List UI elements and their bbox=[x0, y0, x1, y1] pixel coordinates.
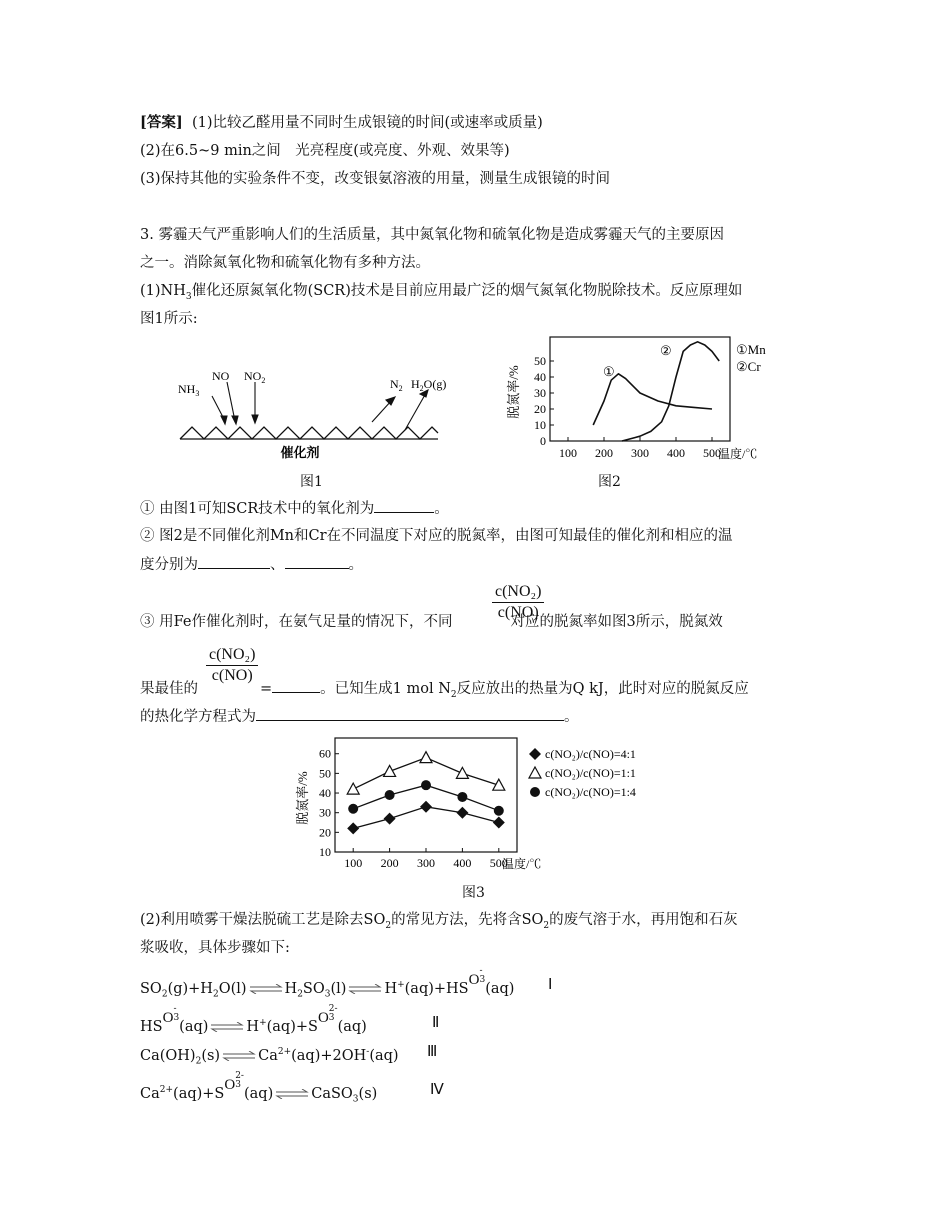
equation-3: $Ca(OH)_2(s)$ $Ca^{2+}(aq)+2OH^-(aq)$ bbox=[140, 1047, 399, 1067]
fig3-xtick-label: 500 bbox=[489, 856, 508, 870]
fig3-point-diamond bbox=[420, 801, 432, 813]
equilibrium-arrow bbox=[249, 984, 283, 994]
fig3-ytick-label: 50 bbox=[319, 766, 331, 781]
fig3-point-circle bbox=[457, 792, 467, 802]
sub-q3-line-1: ③ 用Fe作催化剂时，在氨气足量的情况下，不同 对应的脱氮率如图3所示，脱氮效 bbox=[140, 614, 723, 630]
fig2-ytick-label: 50 bbox=[534, 354, 546, 368]
answer-blank-equation[interactable] bbox=[256, 706, 564, 721]
fig3-xtick-label: 200 bbox=[380, 856, 399, 870]
figure-2-chart bbox=[500, 330, 800, 465]
fig2-ytick-label: 10 bbox=[534, 418, 546, 432]
h2o-label: $H_2O(g)$ bbox=[411, 377, 447, 393]
equation-2: HSO - 3 (aq) H+(aq)+SO 2- 3 (aq) bbox=[140, 1004, 367, 1035]
fig2-mark-1: ① bbox=[603, 364, 615, 379]
fig3-xtick-label: 100 bbox=[344, 856, 363, 870]
fig3-ytick-label: 30 bbox=[319, 805, 331, 820]
fig2-xtick-label: 100 bbox=[559, 446, 577, 460]
no-label: NO bbox=[212, 369, 230, 383]
figure-1-caption: 图1 bbox=[300, 474, 323, 490]
no-arrow bbox=[227, 382, 235, 421]
fig3-xtick-label: 300 bbox=[417, 856, 435, 870]
fig3-ytick-label: 20 bbox=[319, 825, 331, 840]
equation-4: $Ca^{2+}(aq)+SO$ 2- 3 (aq) CaSO$_3$(s) bbox=[140, 1071, 378, 1105]
fig3-point-triangle bbox=[420, 752, 432, 763]
fig3-point-circle bbox=[494, 806, 504, 816]
fig2-xtick-label: 200 bbox=[595, 446, 613, 460]
fig3-legend-marker-triangle bbox=[529, 767, 541, 778]
q3-part2-line-1: (2)利用喷雾干燥法脱硫工艺是除去$SO_2$的常见方法，先将含$SO_2$的废气溶于水，再用饱和石灰 bbox=[140, 912, 738, 931]
equilibrium-arrow bbox=[275, 1089, 309, 1099]
answer-2: (2)在6.5~9 min之间 光亮程度(或亮度、外观、效果等) bbox=[140, 143, 510, 159]
n2-label: $N_2$ bbox=[390, 377, 403, 393]
fig3-ytick-label: 60 bbox=[319, 746, 331, 761]
ratio-fraction-2: $\frac{\text{c(NO₂)}}{c(NO)}$ bbox=[206, 645, 258, 686]
fig3-point-diamond bbox=[384, 813, 396, 825]
equilibrium-arrow bbox=[222, 1051, 256, 1061]
fig3-ytick-label: 40 bbox=[319, 786, 331, 801]
fig2-xtick-label: 500 bbox=[703, 446, 721, 460]
equilibrium-arrow bbox=[210, 1022, 244, 1032]
answer-tag: [答案] bbox=[140, 114, 183, 131]
fig2-series-line-1 bbox=[593, 374, 712, 425]
equation-1-label: Ⅰ bbox=[548, 977, 553, 993]
figure-3-caption: 图3 bbox=[462, 885, 485, 901]
catalyst-surface bbox=[180, 427, 438, 439]
no2-label: $NO_2$ bbox=[244, 369, 266, 385]
fig2-legend-cr: ②Cr bbox=[736, 359, 761, 374]
fig2-ylabel: 脱氮率/% bbox=[506, 365, 521, 419]
fig2-mark-2: ② bbox=[660, 343, 672, 358]
q3-part1-line-1: $(1)NH_3$催化还原氮氧化物(SCR)技术是目前应用最广泛的烟气氮氧化物脱除技术。反应原理如 bbox=[140, 283, 743, 302]
fig3-ylabel: 脱氮率/% bbox=[295, 771, 310, 825]
fig3-point-triangle bbox=[384, 765, 396, 776]
catalyst-label: 催化剂 bbox=[280, 445, 320, 460]
figure-2-caption: 图2 bbox=[598, 474, 621, 490]
fig3-legend-label-3: c(NO₂)/c(NO)=1:4 bbox=[545, 785, 636, 799]
q3-part1-line-2: 图1所示: bbox=[140, 311, 198, 327]
figure-3-chart bbox=[295, 730, 655, 872]
fig3-legend-marker-circle bbox=[530, 787, 540, 797]
fig2-ytick-label: 40 bbox=[534, 370, 546, 384]
equation-4-label: Ⅳ bbox=[430, 1082, 444, 1098]
fig3-point-circle bbox=[421, 780, 431, 790]
answer-blank-oxidant[interactable] bbox=[374, 498, 434, 513]
fig2-ytick-label: 20 bbox=[534, 402, 546, 416]
nh3-label: $NH_3$ bbox=[178, 382, 200, 398]
fig3-ytick-label: 10 bbox=[319, 845, 331, 859]
fig3-point-diamond bbox=[347, 822, 359, 834]
answer-1: (1)比较乙醛用量不同时生成银镜的时间(或速率或质量) bbox=[191, 115, 543, 131]
fig2-frame bbox=[550, 337, 730, 441]
fig3-point-diamond bbox=[456, 807, 468, 819]
answer-blank-best-ratio[interactable] bbox=[272, 678, 320, 693]
fig2-xtick-label: 300 bbox=[631, 446, 649, 460]
fig3-point-circle bbox=[348, 804, 358, 814]
sub-q2-line-1: ② 图2是不同催化剂Mn和Cr在不同温度下对应的脱氮率，由图可知最佳的催化剂和相应的温 bbox=[140, 528, 733, 544]
fig3-point-triangle bbox=[456, 767, 468, 778]
q3-part2-line-2: 浆吸收，具体步骤如下: bbox=[140, 940, 290, 956]
sub-q1: ① 由图1可知SCR技术中的氧化剂为 。 bbox=[140, 498, 449, 519]
fig3-point-triangle bbox=[347, 783, 359, 794]
equation-1: $SO_2(g)+H_2O(l)$ $H_2SO_3(l)$ H+(aq)+HSO - 3 (aq) bbox=[140, 966, 515, 1000]
fig2-xtick-label: 400 bbox=[667, 446, 685, 460]
ratio-fraction-1: $\frac{\text{c(NO₂)}}{c(NO)}$ bbox=[492, 582, 544, 623]
sub-q3-line-2: 果最佳的 = 。已知生成1 mol $N_2$反应放出的热量为Q kJ，此时对应的脱氮反应 bbox=[140, 678, 749, 705]
fig2-legend-mn: ①Mn bbox=[736, 342, 766, 357]
fig2-xlabel: 温度/℃ bbox=[718, 447, 758, 461]
fig3-point-triangle bbox=[493, 779, 505, 790]
equilibrium-arrow bbox=[348, 984, 382, 994]
answer-3: (3)保持其他的实验条件不变，改变银氨溶液的用量，测量生成银镜的时间 bbox=[140, 171, 611, 187]
sub-q3-line-3: 的热化学方程式为 。 bbox=[140, 706, 579, 727]
sub-q2-line-2: 度分别为 、 。 bbox=[140, 554, 363, 575]
fig3-xlabel: 温度/℃ bbox=[502, 857, 542, 871]
equation-2-label: Ⅱ bbox=[432, 1015, 440, 1031]
q3-intro-2: 之一。消除氮氧化物和硫氧化物有多种方法。 bbox=[140, 255, 430, 271]
fig2-ytick-label: 0 bbox=[540, 434, 546, 448]
fig3-legend-marker-diamond bbox=[529, 748, 541, 760]
answer-blank-temperature[interactable] bbox=[285, 554, 349, 569]
equation-3-label: Ⅲ bbox=[427, 1044, 438, 1060]
fig3-point-diamond bbox=[493, 817, 505, 829]
q3-intro-1: 3. 雾霾天气严重影响人们的生活质量，其中氮氧化物和硫氧化物是造成雾霾天气的主要原因 bbox=[140, 227, 724, 243]
h2o-arrow bbox=[405, 393, 426, 430]
fig3-xtick-label: 400 bbox=[453, 856, 472, 870]
fig3-legend-label-1: c(NO₂)/c(NO)=4:1 bbox=[545, 747, 636, 761]
fig3-legend-label-2: c(NO₂)/c(NO)=1:1 bbox=[545, 766, 636, 780]
fig3-point-circle bbox=[385, 790, 395, 800]
answer-blank-catalyst[interactable] bbox=[198, 554, 270, 569]
answer-line-1 bbox=[140, 113, 543, 133]
figure-1-diagram bbox=[170, 360, 450, 465]
fig2-ytick-label: 30 bbox=[534, 386, 546, 400]
